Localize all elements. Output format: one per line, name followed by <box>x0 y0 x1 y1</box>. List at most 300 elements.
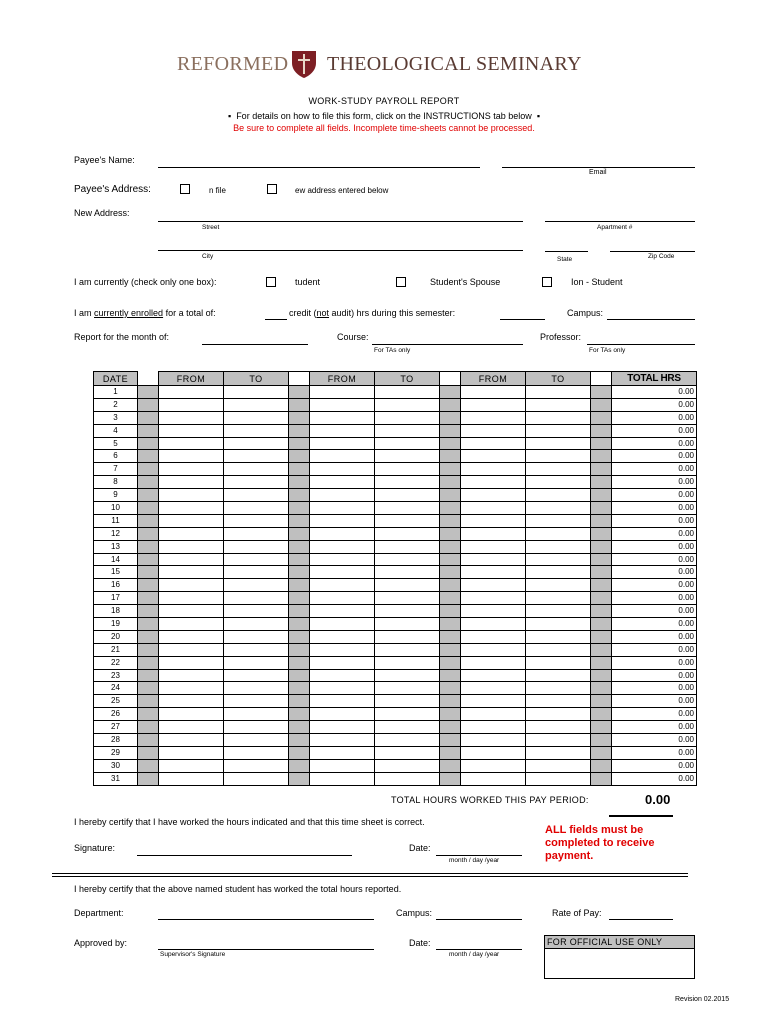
table-row <box>94 721 697 734</box>
separator-cell <box>440 772 461 785</box>
to-cell[interactable] <box>224 476 289 489</box>
to-cell[interactable] <box>526 630 591 643</box>
total-hrs-cell: 0.00 <box>612 759 697 772</box>
to-cell[interactable] <box>526 386 591 399</box>
day-cell: 15 <box>94 566 138 579</box>
signature-input[interactable] <box>137 855 352 856</box>
department-input[interactable] <box>158 919 374 920</box>
logo-right-text: THEOLOGICAL SEMINARY <box>327 53 582 75</box>
from-cell[interactable] <box>461 772 526 785</box>
to-cell[interactable] <box>224 669 289 682</box>
separator-cell <box>289 579 310 592</box>
from-cell[interactable] <box>461 682 526 695</box>
to-cell[interactable] <box>224 502 289 515</box>
separator-cell <box>138 502 159 515</box>
professor-input[interactable] <box>587 344 695 345</box>
separator-cell <box>440 514 461 527</box>
to-cell[interactable] <box>224 424 289 437</box>
to-cell[interactable] <box>224 618 289 631</box>
from-cell[interactable] <box>159 437 224 450</box>
from-cell[interactable] <box>159 734 224 747</box>
student-checkbox[interactable] <box>266 277 276 287</box>
from-cell[interactable] <box>159 592 224 605</box>
from-cell[interactable] <box>159 540 224 553</box>
from-cell[interactable] <box>159 656 224 669</box>
to-cell[interactable] <box>375 708 440 721</box>
to-cell[interactable] <box>526 721 591 734</box>
to-cell[interactable] <box>526 746 591 759</box>
to-cell[interactable] <box>224 527 289 540</box>
on-file-checkbox[interactable] <box>180 184 190 194</box>
to-cell[interactable] <box>526 489 591 502</box>
separator-cell <box>289 708 310 721</box>
total-hrs-cell: 0.00 <box>612 746 697 759</box>
separator-cell <box>591 630 612 643</box>
zip-input[interactable] <box>610 251 695 252</box>
from-cell[interactable] <box>159 759 224 772</box>
from-cell[interactable] <box>461 566 526 579</box>
separator-cell <box>138 746 159 759</box>
from-cell[interactable] <box>461 695 526 708</box>
rate-of-pay-input[interactable] <box>609 919 673 920</box>
from-cell[interactable] <box>159 411 224 424</box>
campus-input[interactable] <box>607 319 695 320</box>
from-cell[interactable] <box>310 502 375 515</box>
separator-cell <box>591 734 612 747</box>
from-cell[interactable] <box>461 437 526 450</box>
separator-cell <box>138 695 159 708</box>
separator-cell <box>138 592 159 605</box>
non-student-checkbox[interactable] <box>542 277 552 287</box>
enrolled-label <box>74 308 216 318</box>
to-cell[interactable] <box>526 450 591 463</box>
total-hrs-cell: 0.00 <box>612 386 697 399</box>
new-address-label: New Address: <box>74 208 130 218</box>
separator-cell <box>440 424 461 437</box>
to-cell[interactable] <box>526 695 591 708</box>
to-cell[interactable] <box>224 682 289 695</box>
from-cell[interactable] <box>461 592 526 605</box>
table-row <box>94 450 697 463</box>
separator-cell <box>440 502 461 515</box>
state-label: State <box>557 256 573 263</box>
state-input[interactable] <box>545 251 588 252</box>
from-cell[interactable] <box>310 592 375 605</box>
to-cell[interactable] <box>526 527 591 540</box>
from-cell[interactable] <box>310 476 375 489</box>
to-cell[interactable] <box>526 708 591 721</box>
table-row <box>94 746 697 759</box>
to-cell[interactable] <box>526 669 591 682</box>
from-cell[interactable] <box>159 514 224 527</box>
from-cell[interactable] <box>310 721 375 734</box>
to-cell[interactable] <box>526 553 591 566</box>
to-cell[interactable] <box>375 772 440 785</box>
to-cell[interactable] <box>375 630 440 643</box>
to-cell[interactable] <box>526 411 591 424</box>
separator-cell <box>591 553 612 566</box>
to-cell[interactable] <box>526 618 591 631</box>
separator-cell <box>591 476 612 489</box>
from-cell[interactable] <box>461 489 526 502</box>
from-cell[interactable] <box>310 708 375 721</box>
from-cell[interactable] <box>461 746 526 759</box>
to-cell[interactable] <box>526 502 591 515</box>
from-cell[interactable] <box>310 450 375 463</box>
to-cell[interactable] <box>375 579 440 592</box>
from-cell[interactable] <box>461 476 526 489</box>
day-cell: 1 <box>94 386 138 399</box>
to-cell[interactable] <box>375 759 440 772</box>
to-cell[interactable] <box>526 579 591 592</box>
to-cell[interactable] <box>375 489 440 502</box>
separator-cell <box>591 618 612 631</box>
credit-text-2: audit) hrs during this semester: <box>331 308 456 318</box>
to-cell[interactable] <box>375 592 440 605</box>
day-cell: 5 <box>94 437 138 450</box>
total-hrs-cell: 0.00 <box>612 721 697 734</box>
separator-cell <box>138 540 159 553</box>
to-cell[interactable] <box>375 618 440 631</box>
to-cell[interactable] <box>224 772 289 785</box>
to-cell[interactable] <box>526 772 591 785</box>
from-cell[interactable] <box>461 450 526 463</box>
separator-column <box>289 372 310 386</box>
separator-cell <box>591 643 612 656</box>
to-cell[interactable] <box>224 708 289 721</box>
table-row <box>94 502 697 515</box>
separator-cell <box>591 669 612 682</box>
to-cell[interactable] <box>224 605 289 618</box>
from-cell[interactable] <box>159 476 224 489</box>
from-cell[interactable] <box>461 463 526 476</box>
total-hrs-cell: 0.00 <box>612 489 697 502</box>
table-row <box>94 579 697 592</box>
from-cell[interactable] <box>310 630 375 643</box>
separator-cell <box>591 566 612 579</box>
total-hrs-cell: 0.00 <box>612 772 697 785</box>
from-cell[interactable] <box>310 437 375 450</box>
separator-cell <box>591 398 612 411</box>
to-cell[interactable] <box>375 424 440 437</box>
report-month-input[interactable] <box>202 344 308 345</box>
to-cell[interactable] <box>375 386 440 399</box>
to-cell[interactable] <box>375 450 440 463</box>
to-cell[interactable] <box>375 502 440 515</box>
from-cell[interactable] <box>461 424 526 437</box>
from-cell[interactable] <box>461 553 526 566</box>
separator-cell <box>440 450 461 463</box>
separator-cell <box>440 669 461 682</box>
separator-cell <box>289 424 310 437</box>
from-cell[interactable] <box>310 656 375 669</box>
to-cell[interactable] <box>224 514 289 527</box>
to-cell[interactable] <box>375 656 440 669</box>
to-cell[interactable] <box>224 734 289 747</box>
to-cell[interactable] <box>375 514 440 527</box>
from-cell[interactable] <box>461 759 526 772</box>
from-cell[interactable] <box>310 579 375 592</box>
from-cell[interactable] <box>159 630 224 643</box>
city-input[interactable] <box>158 250 523 251</box>
from-cell[interactable] <box>159 682 224 695</box>
from-cell[interactable] <box>310 514 375 527</box>
to-cell[interactable] <box>526 540 591 553</box>
total-hrs-cell: 0.00 <box>612 476 697 489</box>
from-cell[interactable] <box>159 618 224 631</box>
credit-not: not <box>316 308 330 318</box>
payee-name-label: Payee's Name: <box>74 155 135 165</box>
official-use-header: FOR OFFICIAL USE ONLY <box>545 936 694 949</box>
from-cell[interactable] <box>461 540 526 553</box>
to-cell[interactable] <box>526 656 591 669</box>
to-cell[interactable] <box>224 489 289 502</box>
to-cell[interactable] <box>224 695 289 708</box>
enrolled-underlined: currently enrolled <box>94 308 164 318</box>
from-cell[interactable] <box>461 605 526 618</box>
from-cell[interactable] <box>159 605 224 618</box>
from-cell[interactable] <box>310 618 375 631</box>
from-cell[interactable] <box>310 386 375 399</box>
separator-cell <box>440 437 461 450</box>
from-cell[interactable] <box>159 502 224 515</box>
from-cell[interactable] <box>310 553 375 566</box>
from-cell[interactable] <box>461 386 526 399</box>
department-label: Department: <box>74 908 124 918</box>
signature-label: Signature: <box>74 843 116 853</box>
to-cell[interactable] <box>375 476 440 489</box>
table-row <box>94 695 697 708</box>
warning-text: Be sure to complete all fields. Incomplete time-sheets cannot be processed. <box>233 123 535 133</box>
separator-cell <box>591 489 612 502</box>
to-cell[interactable] <box>224 746 289 759</box>
from-cell[interactable] <box>461 618 526 631</box>
separator-cell <box>138 721 159 734</box>
from-cell[interactable] <box>310 734 375 747</box>
from-cell[interactable] <box>310 643 375 656</box>
to-cell[interactable] <box>375 540 440 553</box>
table-row <box>94 566 697 579</box>
to-cell[interactable] <box>375 682 440 695</box>
from-cell[interactable] <box>159 463 224 476</box>
instruction-text: For details on how to file this form, click on the INSTRUCTIONS tab below <box>236 111 532 121</box>
total-hrs-cell: 0.00 <box>612 734 697 747</box>
to-cell[interactable] <box>526 437 591 450</box>
from-cell[interactable] <box>310 669 375 682</box>
to-cell[interactable] <box>375 746 440 759</box>
separator-cell <box>289 592 310 605</box>
to-cell[interactable] <box>224 721 289 734</box>
separator-cell <box>591 682 612 695</box>
to-cell[interactable] <box>526 759 591 772</box>
from-cell[interactable] <box>310 759 375 772</box>
table-row <box>94 463 697 476</box>
to-cell[interactable] <box>375 463 440 476</box>
total-underline <box>609 815 673 817</box>
separator-cell <box>289 772 310 785</box>
from-cell[interactable] <box>310 682 375 695</box>
from-cell[interactable] <box>159 398 224 411</box>
from-cell[interactable] <box>159 386 224 399</box>
from-cell[interactable] <box>310 540 375 553</box>
to-cell[interactable] <box>526 643 591 656</box>
total-hrs-cell: 0.00 <box>612 618 697 631</box>
from-cell[interactable] <box>159 695 224 708</box>
from-cell[interactable] <box>159 721 224 734</box>
to-cell[interactable] <box>526 566 591 579</box>
to-cell[interactable] <box>375 605 440 618</box>
from-cell[interactable] <box>159 669 224 682</box>
from-cell[interactable] <box>159 579 224 592</box>
from-cell[interactable] <box>461 721 526 734</box>
to-cell[interactable] <box>526 514 591 527</box>
from-cell[interactable] <box>310 463 375 476</box>
spouse-label: Student's Spouse <box>430 277 501 287</box>
from-cell[interactable] <box>310 489 375 502</box>
to-cell[interactable] <box>526 476 591 489</box>
from-cell[interactable] <box>310 411 375 424</box>
to-header: TO <box>526 372 591 386</box>
from-cell[interactable] <box>159 527 224 540</box>
day-cell: 20 <box>94 630 138 643</box>
to-cell[interactable] <box>224 411 289 424</box>
from-cell[interactable] <box>310 746 375 759</box>
from-cell[interactable] <box>159 566 224 579</box>
to-cell[interactable] <box>375 643 440 656</box>
separator-cell <box>591 540 612 553</box>
to-cell[interactable] <box>224 643 289 656</box>
from-cell[interactable] <box>310 695 375 708</box>
to-cell[interactable] <box>224 463 289 476</box>
to-cell[interactable] <box>224 759 289 772</box>
from-cell[interactable] <box>159 708 224 721</box>
total-hrs-cell: 0.00 <box>612 540 697 553</box>
to-cell[interactable] <box>375 411 440 424</box>
from-cell[interactable] <box>461 656 526 669</box>
separator-cell <box>138 656 159 669</box>
supervisor-campus-input[interactable] <box>436 919 522 920</box>
to-cell[interactable] <box>224 386 289 399</box>
separator-cell <box>591 772 612 785</box>
from-cell[interactable] <box>461 579 526 592</box>
revision-text: Revision 02.2015 <box>675 996 730 1003</box>
to-cell[interactable] <box>526 682 591 695</box>
to-cell[interactable] <box>224 398 289 411</box>
to-cell[interactable] <box>224 566 289 579</box>
separator-cell <box>138 772 159 785</box>
to-cell[interactable] <box>224 592 289 605</box>
from-cell[interactable] <box>310 398 375 411</box>
separator-cell <box>289 746 310 759</box>
to-cell[interactable] <box>375 669 440 682</box>
separator-cell <box>289 502 310 515</box>
separator-cell <box>591 437 612 450</box>
separator-cell <box>440 566 461 579</box>
semester-hours-input[interactable] <box>500 319 545 320</box>
date-input[interactable] <box>436 855 522 856</box>
from-cell[interactable] <box>461 527 526 540</box>
from-cell[interactable] <box>461 630 526 643</box>
to-cell[interactable] <box>375 566 440 579</box>
from-cell[interactable] <box>159 424 224 437</box>
from-cell[interactable] <box>159 553 224 566</box>
to-cell[interactable] <box>375 398 440 411</box>
separator-cell <box>138 476 159 489</box>
to-cell[interactable] <box>375 721 440 734</box>
separator-cell <box>440 540 461 553</box>
to-cell[interactable] <box>375 553 440 566</box>
to-cell[interactable] <box>375 734 440 747</box>
separator-cell <box>440 682 461 695</box>
email-input[interactable] <box>502 167 695 168</box>
new-address-checkbox[interactable] <box>267 184 277 194</box>
total-hrs-cell: 0.00 <box>612 553 697 566</box>
from-cell[interactable] <box>461 734 526 747</box>
day-cell: 27 <box>94 721 138 734</box>
separator-cell <box>591 514 612 527</box>
to-cell[interactable] <box>375 437 440 450</box>
to-cell[interactable] <box>526 463 591 476</box>
to-cell[interactable] <box>224 540 289 553</box>
total-hrs-cell: 0.00 <box>612 502 697 515</box>
from-cell[interactable] <box>159 746 224 759</box>
from-cell[interactable] <box>310 566 375 579</box>
payee-name-input[interactable] <box>158 167 480 168</box>
from-cell[interactable] <box>159 450 224 463</box>
apartment-input[interactable] <box>545 221 695 222</box>
to-cell[interactable] <box>224 553 289 566</box>
to-cell[interactable] <box>224 656 289 669</box>
to-cell[interactable] <box>375 695 440 708</box>
to-cell[interactable] <box>526 424 591 437</box>
to-cell[interactable] <box>224 579 289 592</box>
to-cell[interactable] <box>224 630 289 643</box>
from-cell[interactable] <box>310 605 375 618</box>
from-cell[interactable] <box>310 772 375 785</box>
to-cell[interactable] <box>375 527 440 540</box>
from-cell[interactable] <box>461 502 526 515</box>
approved-by-input[interactable] <box>158 949 374 950</box>
from-cell[interactable] <box>310 424 375 437</box>
from-cell[interactable] <box>310 527 375 540</box>
to-cell[interactable] <box>526 605 591 618</box>
to-cell[interactable] <box>526 398 591 411</box>
to-cell[interactable] <box>526 592 591 605</box>
separator-cell <box>440 630 461 643</box>
from-cell[interactable] <box>461 514 526 527</box>
course-input[interactable] <box>372 344 523 345</box>
from-cell[interactable] <box>461 398 526 411</box>
credit-hours-input[interactable] <box>265 319 287 320</box>
street-input[interactable] <box>158 221 523 222</box>
from-cell[interactable] <box>159 489 224 502</box>
zip-label: Zip Code <box>648 253 675 260</box>
from-cell[interactable] <box>461 411 526 424</box>
to-cell[interactable] <box>224 437 289 450</box>
from-cell[interactable] <box>159 643 224 656</box>
spouse-checkbox[interactable] <box>396 277 406 287</box>
from-cell[interactable] <box>461 708 526 721</box>
to-cell[interactable] <box>526 734 591 747</box>
separator-cell <box>289 605 310 618</box>
supervisor-date-input[interactable] <box>436 949 522 950</box>
from-cell[interactable] <box>461 643 526 656</box>
to-cell[interactable] <box>224 450 289 463</box>
from-cell[interactable] <box>159 772 224 785</box>
separator-cell <box>289 386 310 399</box>
from-cell[interactable] <box>461 669 526 682</box>
grid-header-row <box>94 372 697 386</box>
